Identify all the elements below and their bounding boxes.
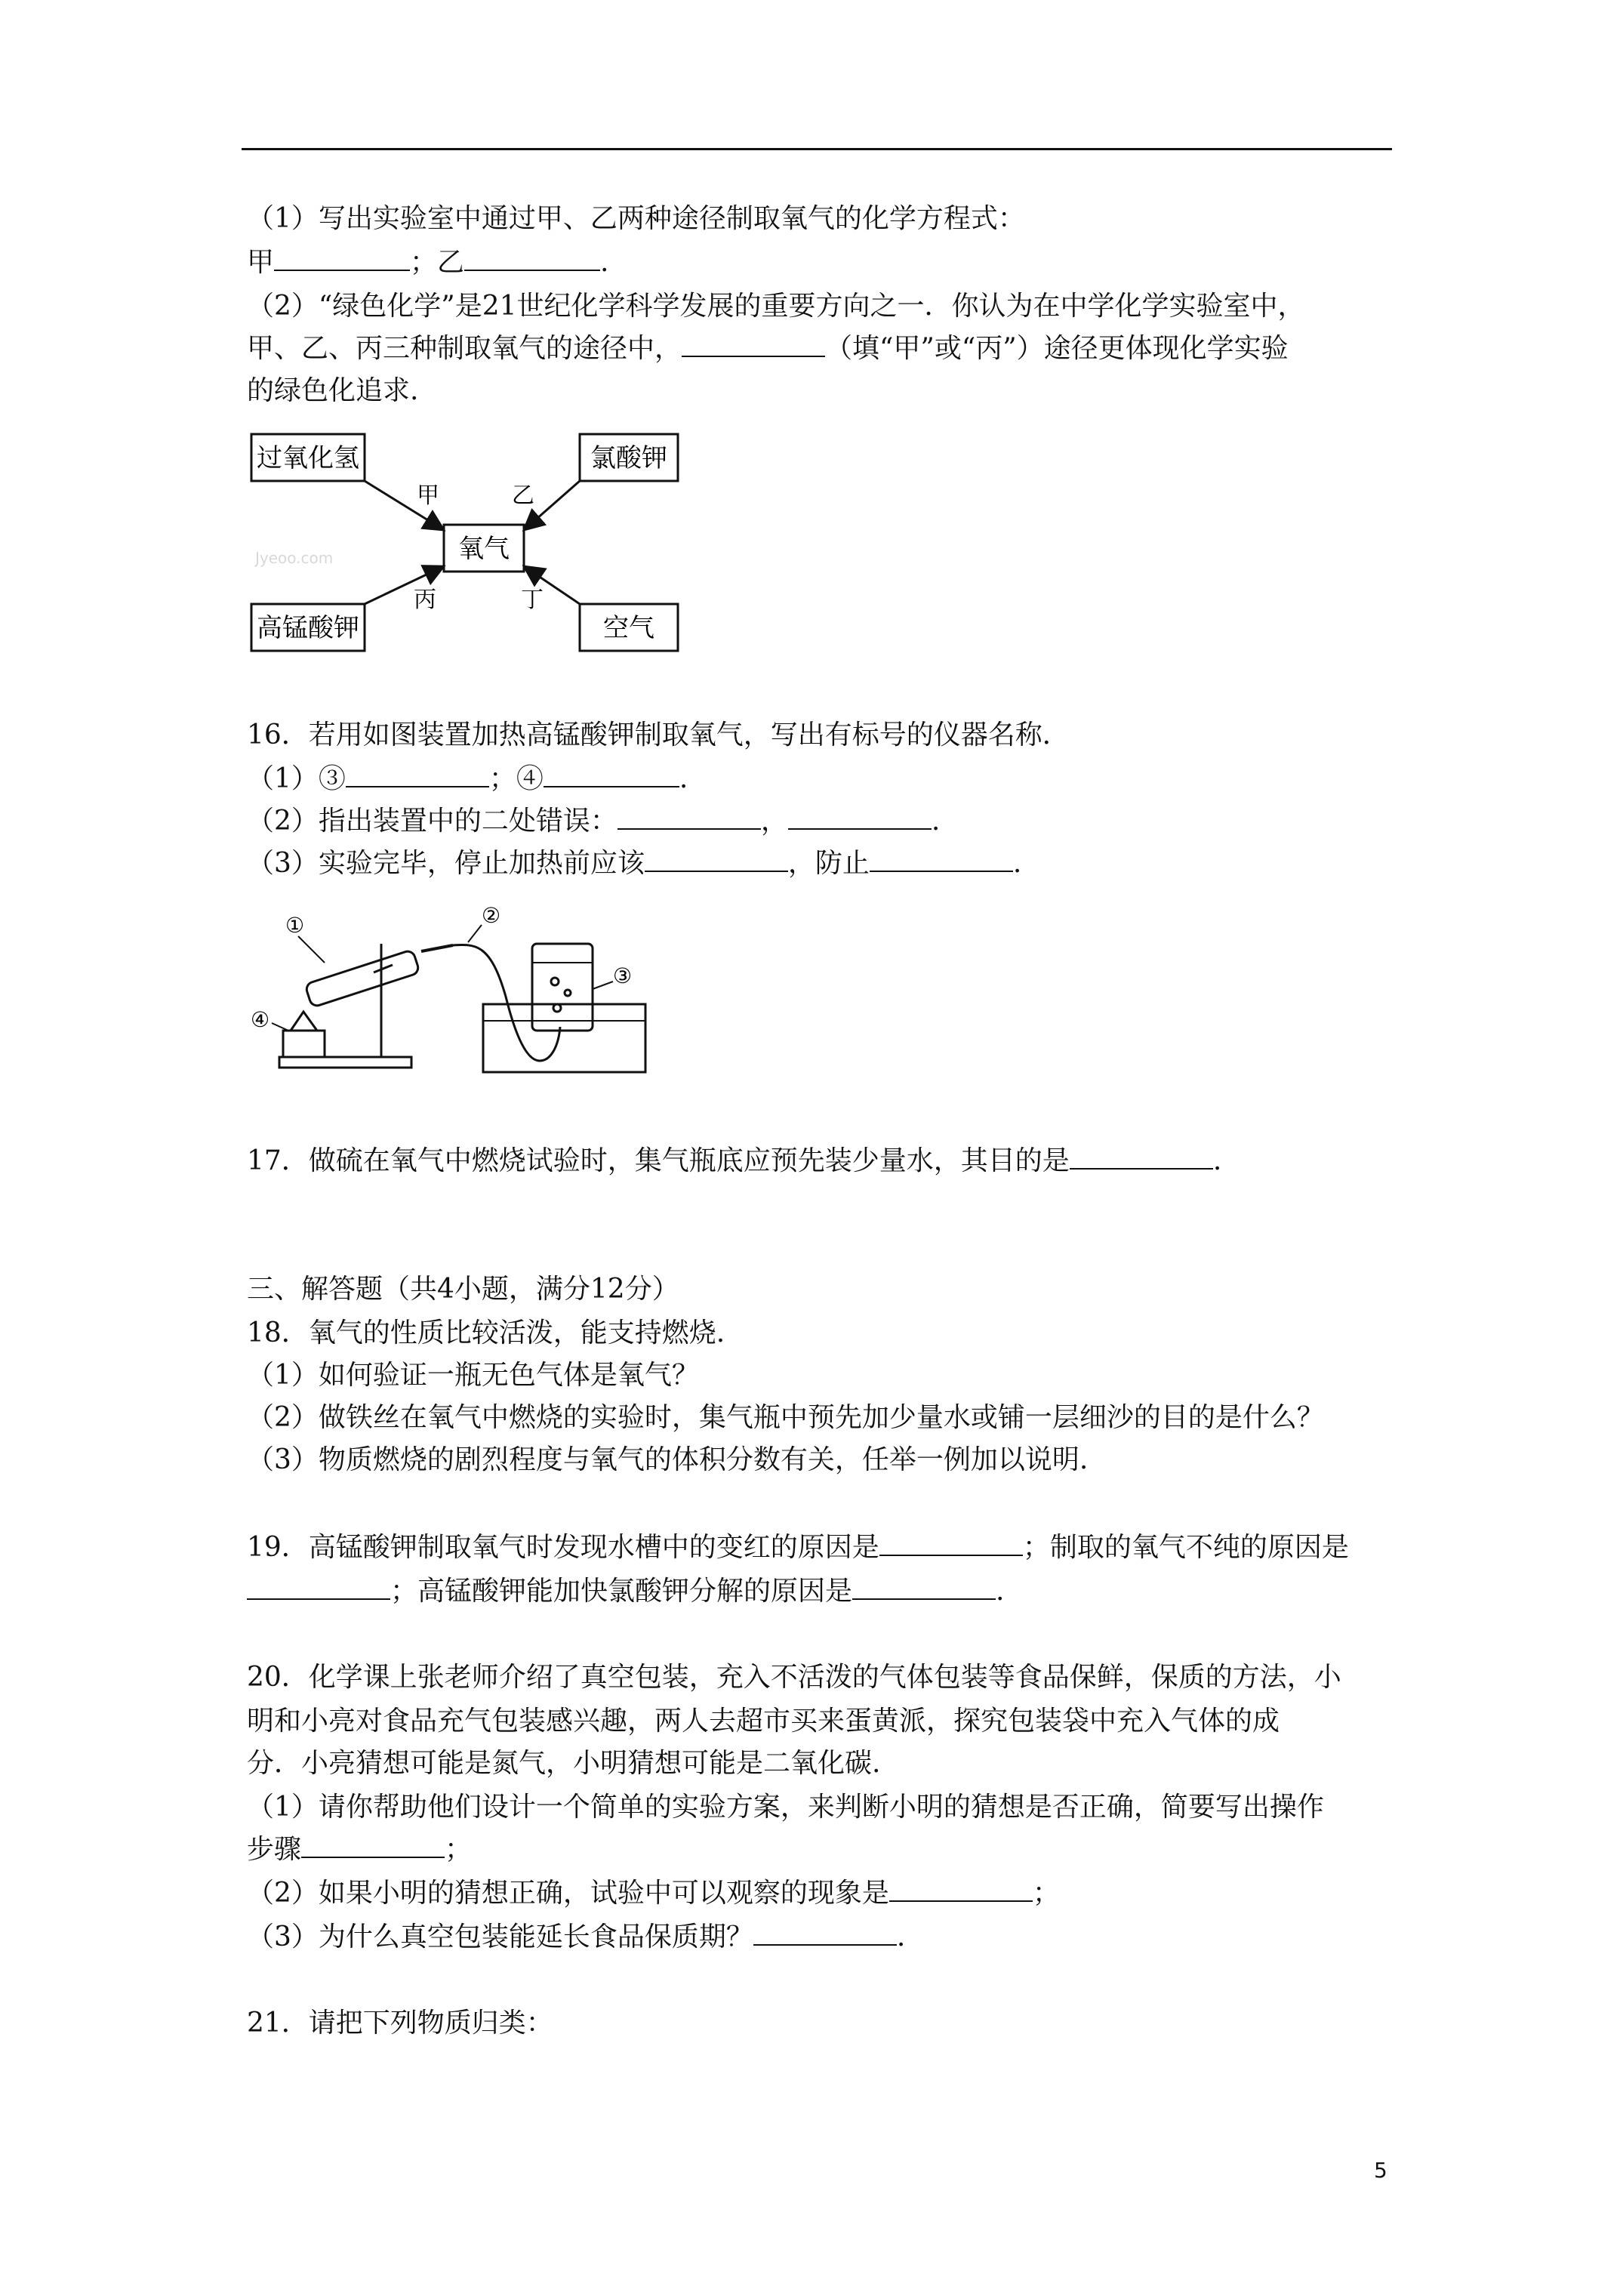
watermark-text: Jyeoo.com <box>255 549 334 567</box>
q20-part1-line2: 步骤 ； <box>247 1834 473 1865</box>
q18-part1: （1）如何验证一瓶无色气体是氧气？ <box>247 1360 699 1391</box>
box-oxygen-label: 氧气 <box>458 534 510 564</box>
q20-part2: （2）如果小明的猜想正确，试验中可以观察的现象是 ； <box>247 1878 1060 1909</box>
fig-label-2: ② <box>482 903 501 928</box>
lamp-flame <box>291 1012 317 1031</box>
answer-blank[interactable] <box>617 806 761 830</box>
lamp-body <box>283 1031 325 1057</box>
answer-blank[interactable] <box>753 1922 897 1946</box>
gas-collecting-bottle <box>532 944 593 1031</box>
q20-line1: 20．化学课上张老师介绍了真空包装，充入不活泼的气体包装等食品保鲜，保质的方法，小 <box>247 1662 1341 1693</box>
test-tube <box>305 950 420 1008</box>
q17-line: 17．做硫在氧气中燃烧试验时，集气瓶底应预先装少量水，其目的是 . <box>247 1145 1222 1176</box>
answer-blank[interactable] <box>852 1576 996 1600</box>
answer-blank[interactable] <box>346 763 489 787</box>
answer-blank[interactable] <box>1070 1145 1213 1170</box>
q15-part2-line2: 甲、乙、丙三种制取氧气的途径中， （填“甲”或“丙”）途径更体现化学实验 <box>247 333 1289 364</box>
answer-blank[interactable] <box>544 763 679 787</box>
q16-stem: 16．若用如图装置加热高锰酸钾制取氧气，写出有标号的仪器名称． <box>247 720 1070 750</box>
q16-part3: （3）实验完毕，停止加热前应该 ，防止 . <box>247 848 1022 879</box>
q20-part1-line1: （1）请你帮助他们设计一个简单的实验方案，来判断小明的猜想是否正确，简要写出操作 <box>247 1792 1324 1823</box>
box-potassium-permanganate-label: 高锰酸钾 <box>257 613 359 643</box>
delivery-tube-start <box>421 945 453 951</box>
apparatus-figure <box>242 891 664 1087</box>
q19-line1: 19．高锰酸钾制取氧气时发现水槽中的变红的原因是 ；制取的氧气不纯的原因是 <box>247 1532 1349 1563</box>
box-potassium-chlorate-label: 氯酸钾 <box>590 443 667 473</box>
box-air-label: 空气 <box>603 613 654 643</box>
answer-blank[interactable] <box>889 1878 1033 1902</box>
header-rule <box>242 148 1392 150</box>
q18-part2: （2）做铁丝在氧气中燃烧的实验时，集气瓶中预先加少量水或铺一层细沙的目的是什么？ <box>247 1402 1324 1433</box>
oxygen-pathway-diagram <box>242 423 694 664</box>
water-trough <box>483 1004 645 1072</box>
section3-title: 三、解答题（共4小题，满分12分） <box>247 1274 679 1305</box>
fig-label-4: ④ <box>251 1007 270 1032</box>
q20-line2: 明和小亮对食品充气包装感兴趣，两人去超市买来蛋黄派，探究包装袋中充入气体的成 <box>247 1706 1280 1737</box>
answer-blank[interactable] <box>870 848 1013 872</box>
q19-line2: ；高锰酸钾能加快氯酸钾分解的原因是 . <box>247 1575 1004 1608</box>
q15-part2-line1: （2）“绿色化学”是21世纪化学科学发展的重要方向之一．你认为在中学化学实验室中， <box>247 291 1305 322</box>
label-yi: 乙 <box>512 482 534 509</box>
stand-base <box>279 1057 411 1068</box>
q15-part2-line3: 的绿色化追求. <box>247 375 419 406</box>
q15-part1-line: （1）写出实验室中通过甲、乙两种途径制取氧气的化学方程式： <box>247 203 1025 234</box>
answer-blank[interactable] <box>788 806 932 830</box>
q18-stem: 18．氧气的性质比较活泼，能支持燃烧. <box>247 1318 725 1348</box>
q21-stem: 21．请把下列物质归类： <box>247 2008 553 2039</box>
q15-part1-answer-line: 甲 ；乙 . <box>247 247 609 278</box>
answer-blank[interactable] <box>301 1834 445 1858</box>
answer-blank[interactable] <box>274 247 410 271</box>
answer-blank[interactable] <box>682 333 825 357</box>
answer-blank[interactable] <box>247 1576 390 1600</box>
page-number: 5 <box>1374 2158 1387 2183</box>
q20-part3: （3）为什么真空包装能延长食品保质期？ . <box>247 1922 906 1952</box>
label-bing: 丙 <box>414 587 436 613</box>
label-jia: 甲 <box>417 482 439 509</box>
label-ding: 丁 <box>521 587 544 613</box>
clamp <box>374 965 393 972</box>
answer-blank[interactable] <box>879 1532 1023 1556</box>
answer-blank[interactable] <box>464 247 600 271</box>
q20-line3: 分．小亮猜想可能是氮气，小明猜想可能是二氧化碳. <box>247 1748 881 1779</box>
q16-part2: （2）指出装置中的二处错误： ， . <box>247 806 941 837</box>
q16-part1: （1）③ ；④ . <box>247 763 688 794</box>
q18-part3: （3）物质燃烧的剧烈程度与氧气的体积分数有关，任举一例加以说明. <box>247 1444 1089 1475</box>
fig-label-3: ③ <box>613 963 633 988</box>
box-hydrogen-peroxide-label: 过氧化氢 <box>257 443 359 473</box>
fig-label-1: ① <box>285 913 305 938</box>
answer-blank[interactable] <box>645 848 788 872</box>
